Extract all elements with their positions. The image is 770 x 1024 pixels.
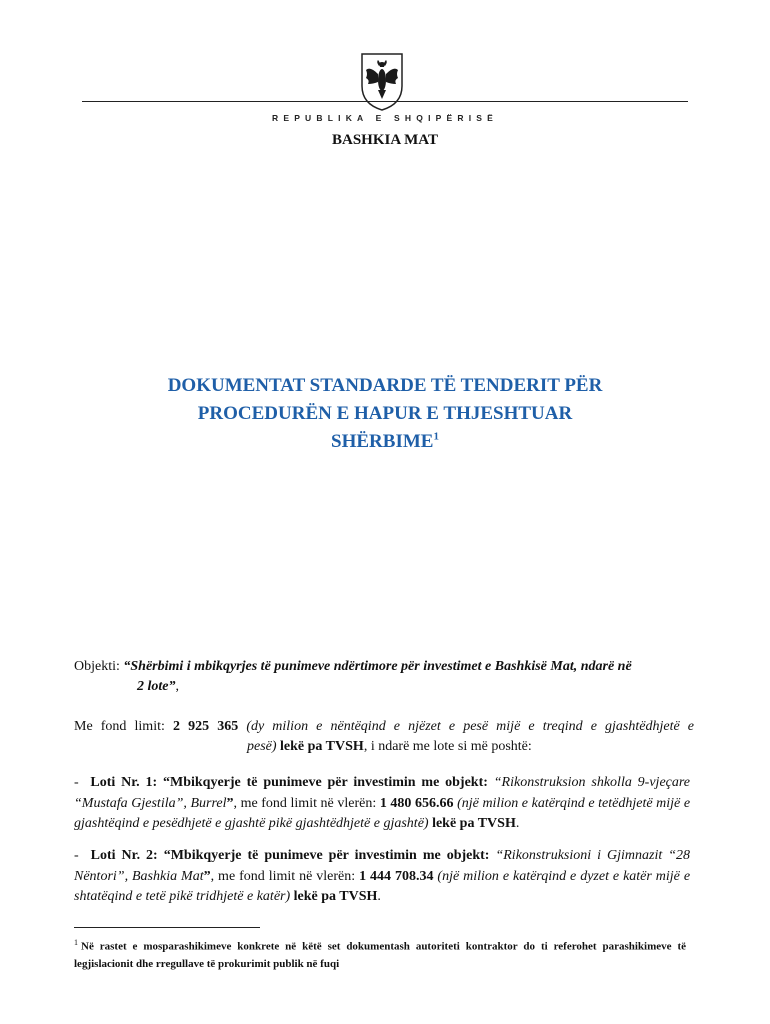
lot-object-close: ” [226, 795, 234, 811]
title-line-3-text: SHËRBIME [331, 431, 434, 452]
object-text-2: 2 lote” [137, 679, 176, 694]
footnote-divider [74, 927, 260, 928]
footnote-number: 1 [74, 938, 78, 947]
lot-item [74, 846, 690, 908]
footnote [74, 934, 686, 973]
lot-fund-text: , me fond limit në vlerën: [233, 795, 377, 811]
lot-item [74, 773, 690, 835]
fund-label: Me fond limit: [74, 719, 165, 734]
title-line-3 [0, 428, 770, 456]
object-paragraph [74, 657, 694, 697]
fund-amount: 2 925 365 [172, 719, 239, 734]
lot-end: . [377, 889, 381, 904]
lot-object-close: ” [203, 868, 211, 884]
municipality-name: BASHKIA MAT [332, 132, 438, 148]
lot-amount-words: (një milion e katërqind e dyzet e katër mijë e shtatëqind e tetë pikë tridhjetë e katër) [74, 868, 691, 904]
lot-fund-text: , me fond limit në vlerën: [210, 868, 356, 884]
lot-object: “Rikonstruksioni i Gjimnazit “28 Nëntori”, Bashkia Mat [74, 848, 691, 884]
fund-words-1: (dy milion e nëntëqind e njëzet e pesë mijë e treqind e gjashtëdhjetë e [246, 719, 695, 734]
header-divider [82, 101, 688, 102]
lot-dash: - [74, 848, 79, 863]
lot-amount: 1 480 656.66 [379, 795, 454, 811]
footnote-text: Në rastet e mosparashikimeve konkrete në këtë set dokumentash autoriteti kontraktor do ti referohet parashikimeve të legjislacionit dhe rregullave të prokurimit publik në fuqi [74, 940, 686, 970]
lot-label: Loti Nr. 1: “Mbikqyerje të punimeve për investimin me objekt: [90, 775, 488, 790]
lot-currency: lekë pa TVSH [293, 889, 378, 904]
fund-suffix: , i ndarë me lote si më poshtë: [363, 739, 532, 754]
lot-object: “Rikonstruksion shkolla 9-vjeçare “Mustafa Gjestila”, Burrel [74, 775, 691, 811]
object-label: Objekti: [74, 659, 120, 674]
object-text-1: “Shërbimi i mbikqyrjes të punimeve ndërtimore për investimet e Bashkisë Mat, ndarë në [123, 659, 632, 674]
lot-currency: lekë pa TVSH [432, 816, 516, 831]
object-trail: , [175, 679, 179, 694]
title-line-2: PROCEDURËN E HAPUR E THJESHTUAR [197, 403, 573, 424]
document-title [0, 372, 770, 456]
fund-paragraph [74, 717, 694, 757]
republic-label: REPUBLIKA E SHQIPËRISË [271, 113, 499, 123]
title-line-1: DOKUMENTAT STANDARDE TË TENDERIT PËR [167, 375, 603, 396]
title-footnote-ref: 1 [433, 430, 439, 443]
fund-currency: lekë pa TVSH [280, 739, 364, 754]
lot-amount-words: (një milion e katërqind e tetëdhjetë mijë e gjashtëqind e pesëdhjetë e gjashtë pikë gjashtëdhjetë e gjashtë) [74, 795, 691, 831]
lot-label: Loti Nr. 2: “Mbikqyerje të punimeve për investimin me objekt: [90, 848, 490, 863]
albanian-eagle-emblem-icon [358, 52, 406, 112]
lot-dash: - [74, 775, 79, 790]
fund-words-2: pesë) [247, 739, 277, 754]
lot-end: . [515, 816, 520, 831]
lot-amount: 1 444 708.34 [359, 868, 434, 884]
